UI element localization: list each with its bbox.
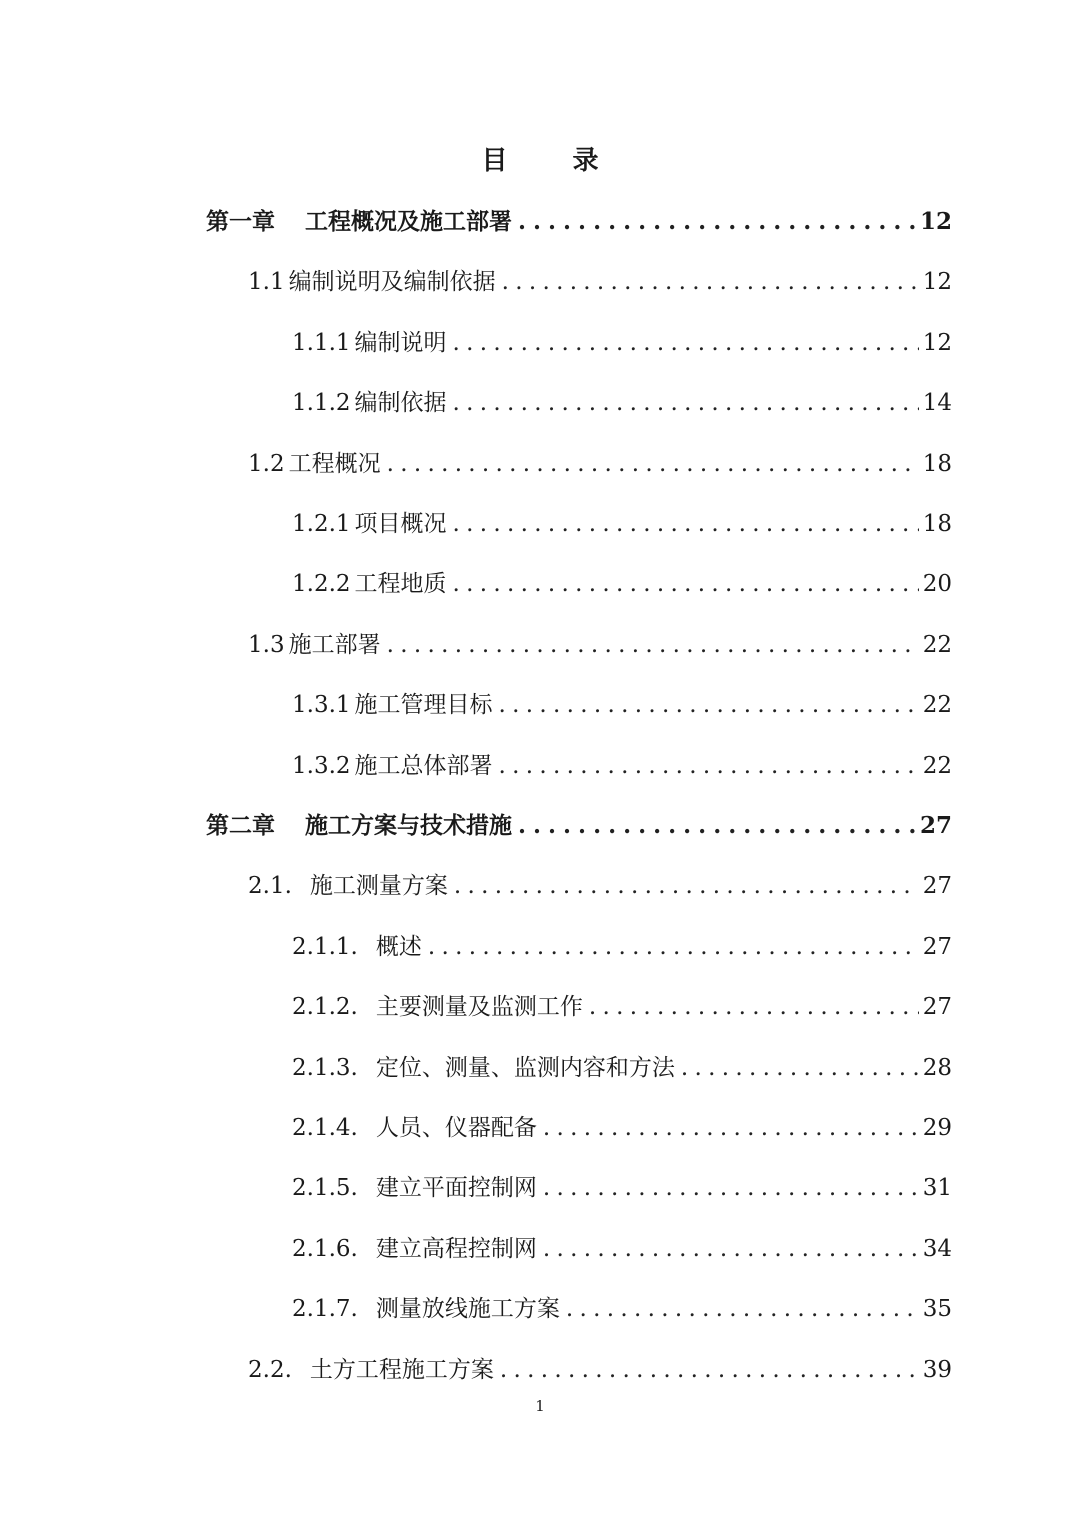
toc-entry-page: 28 bbox=[922, 1054, 952, 1081]
toc-entry-page: 12 bbox=[922, 269, 952, 296]
dot-leader bbox=[454, 864, 919, 908]
toc-entry-page: 27 bbox=[919, 812, 952, 839]
toc-entry-label bbox=[292, 985, 583, 1029]
page-number: 1 bbox=[535, 1397, 545, 1415]
toc-entry-number: 2.1.3. bbox=[292, 1054, 358, 1081]
toc-entry-title: 编制依据 bbox=[354, 390, 447, 417]
toc-entry[interactable] bbox=[248, 1348, 952, 1392]
toc-entry-page: 39 bbox=[922, 1356, 952, 1383]
toc-entry-number: 1.3 bbox=[248, 631, 285, 658]
toc-entry[interactable] bbox=[292, 985, 952, 1029]
toc-entry-number: 1.3.2 bbox=[292, 752, 351, 779]
dot-leader bbox=[502, 260, 919, 304]
toc-entry[interactable] bbox=[292, 381, 952, 425]
toc-entry-number: 2.1.1. bbox=[292, 933, 358, 960]
toc-entry[interactable] bbox=[292, 562, 952, 606]
dot-leader bbox=[453, 321, 919, 365]
toc-entry-number: 2.1.5. bbox=[292, 1175, 358, 1202]
dot-leader bbox=[387, 442, 919, 486]
toc-entry-label bbox=[292, 683, 493, 727]
toc-entry-number: 1.1 bbox=[248, 269, 285, 296]
toc-entry-label bbox=[292, 562, 447, 606]
dot-leader bbox=[499, 744, 919, 788]
toc-entry-page: 14 bbox=[922, 390, 952, 417]
toc-entry-label bbox=[292, 1227, 537, 1271]
toc-entry-page: 20 bbox=[922, 571, 952, 598]
dot-leader bbox=[589, 985, 919, 1029]
toc-entry-label bbox=[292, 381, 447, 425]
toc-entry-label bbox=[206, 200, 512, 244]
toc-entry[interactable] bbox=[248, 260, 952, 304]
toc-entry-page: 29 bbox=[922, 1115, 952, 1141]
toc-entry-number: 第一章 bbox=[206, 208, 275, 235]
toc-entry[interactable] bbox=[248, 864, 952, 908]
toc-entry-title: 建立高程控制网 bbox=[375, 1235, 537, 1262]
toc-entry-title: 施工管理目标 bbox=[354, 692, 493, 719]
toc-entry-label bbox=[292, 502, 447, 546]
toc-entry-label bbox=[248, 442, 381, 486]
toc-entry-label bbox=[292, 1046, 675, 1090]
toc-entry-title: 工程概况及施工部署 bbox=[305, 208, 512, 235]
toc-entry[interactable] bbox=[292, 1227, 952, 1271]
toc-entry-label bbox=[248, 864, 448, 908]
toc-entry-label bbox=[292, 1166, 537, 1210]
toc-entry-title: 测量放线施工方案 bbox=[375, 1296, 560, 1323]
toc-entry-title: 工程概况 bbox=[288, 450, 381, 477]
toc-entry-number: 1.2.2 bbox=[292, 571, 351, 598]
toc-entry-title: 定位、测量、监测内容和方法 bbox=[375, 1054, 675, 1081]
dot-leader bbox=[453, 381, 919, 425]
toc-entry-page: 22 bbox=[922, 631, 952, 658]
toc-entry-number: 第二章 bbox=[206, 812, 275, 839]
toc-entry-page: 12 bbox=[919, 208, 952, 235]
toc-entry[interactable] bbox=[292, 1106, 952, 1150]
toc-entry-title: 项目概况 bbox=[354, 511, 447, 537]
toc-entry-number: 2.1.6. bbox=[292, 1235, 358, 1262]
toc-entry-label bbox=[292, 1106, 537, 1150]
toc-entry-label bbox=[248, 1348, 494, 1392]
toc-entry-label bbox=[206, 804, 512, 848]
toc-entry-number: 2.1.2. bbox=[292, 994, 358, 1021]
dot-leader bbox=[518, 804, 916, 848]
toc-entry[interactable] bbox=[292, 1166, 952, 1210]
toc-entry-title: 施工方案与技术措施 bbox=[305, 812, 512, 839]
toc-entry-number: 1.1.1 bbox=[292, 329, 351, 356]
toc-entry-label bbox=[292, 1287, 560, 1331]
dot-leader bbox=[453, 502, 919, 546]
toc-entry[interactable] bbox=[292, 321, 952, 365]
toc-entry[interactable] bbox=[292, 925, 952, 969]
dot-leader bbox=[453, 562, 919, 606]
toc-entry-title: 施工部署 bbox=[288, 631, 381, 658]
toc-entry-title: 施工总体部署 bbox=[354, 752, 493, 779]
toc-entry-label bbox=[292, 321, 447, 365]
dot-leader bbox=[499, 683, 919, 727]
toc-entry-page: 35 bbox=[922, 1296, 952, 1323]
toc-entry-number: 1.2.1 bbox=[292, 511, 351, 537]
dot-leader bbox=[543, 1227, 919, 1271]
dot-leader bbox=[566, 1287, 919, 1331]
toc-entry-title: 工程地质 bbox=[354, 571, 447, 598]
toc-entry-page: 27 bbox=[922, 933, 952, 960]
toc-entry-number: 1.2 bbox=[248, 450, 285, 477]
toc-entry-number: 2.1.4. bbox=[292, 1115, 358, 1141]
toc-entry-number: 2.2. bbox=[248, 1356, 292, 1383]
toc-entry-title: 建立平面控制网 bbox=[375, 1175, 537, 1202]
toc-entry[interactable] bbox=[206, 804, 952, 848]
dot-leader bbox=[518, 200, 916, 244]
toc-entry-title: 概述 bbox=[375, 933, 422, 960]
toc-entry-title: 编制说明及编制依据 bbox=[288, 269, 496, 296]
toc-entry-page: 31 bbox=[922, 1175, 952, 1202]
toc-entry[interactable] bbox=[206, 200, 952, 244]
toc-entry[interactable] bbox=[248, 623, 952, 667]
toc-entry-page: 18 bbox=[922, 511, 952, 537]
dot-leader bbox=[543, 1106, 919, 1150]
toc-entry-page: 12 bbox=[922, 329, 952, 356]
toc-entry-page: 18 bbox=[922, 450, 952, 477]
toc-entry-title: 土方工程施工方案 bbox=[309, 1356, 494, 1383]
toc-entry[interactable] bbox=[292, 683, 952, 727]
toc-entry[interactable] bbox=[292, 1287, 952, 1331]
toc-entry-title: 编制说明 bbox=[354, 329, 447, 356]
dot-leader bbox=[681, 1046, 919, 1090]
toc-entry-label bbox=[292, 744, 493, 788]
dot-leader bbox=[428, 925, 919, 969]
dot-leader bbox=[543, 1166, 919, 1210]
toc-entry-page: 22 bbox=[922, 692, 952, 719]
toc-entry-label bbox=[248, 260, 496, 304]
toc-entry-title: 主要测量及监测工作 bbox=[375, 994, 583, 1021]
toc-entry[interactable] bbox=[292, 502, 952, 546]
toc-entry-page: 27 bbox=[922, 873, 952, 900]
toc-entry[interactable] bbox=[248, 442, 952, 486]
toc-entry-page: 27 bbox=[922, 994, 952, 1021]
toc-entry[interactable] bbox=[292, 1046, 952, 1090]
dot-leader bbox=[387, 623, 919, 667]
toc-entry-page: 22 bbox=[922, 752, 952, 779]
toc-entry[interactable] bbox=[292, 744, 952, 788]
toc-entry-page: 34 bbox=[922, 1235, 952, 1262]
toc-entry-title: 人员、仪器配备 bbox=[375, 1115, 537, 1141]
page-title: 目 录 bbox=[481, 146, 627, 176]
toc-entry-number: 1.3.1 bbox=[292, 692, 351, 719]
toc-entry-number: 2.1.7. bbox=[292, 1296, 358, 1323]
toc-entry-title: 施工测量方案 bbox=[309, 873, 448, 900]
toc-entry-label bbox=[292, 925, 422, 969]
toc-entry-number: 2.1. bbox=[248, 873, 292, 900]
toc-entry-number: 1.1.2 bbox=[292, 390, 351, 417]
dot-leader bbox=[500, 1348, 919, 1392]
toc-entry-label bbox=[248, 623, 381, 667]
